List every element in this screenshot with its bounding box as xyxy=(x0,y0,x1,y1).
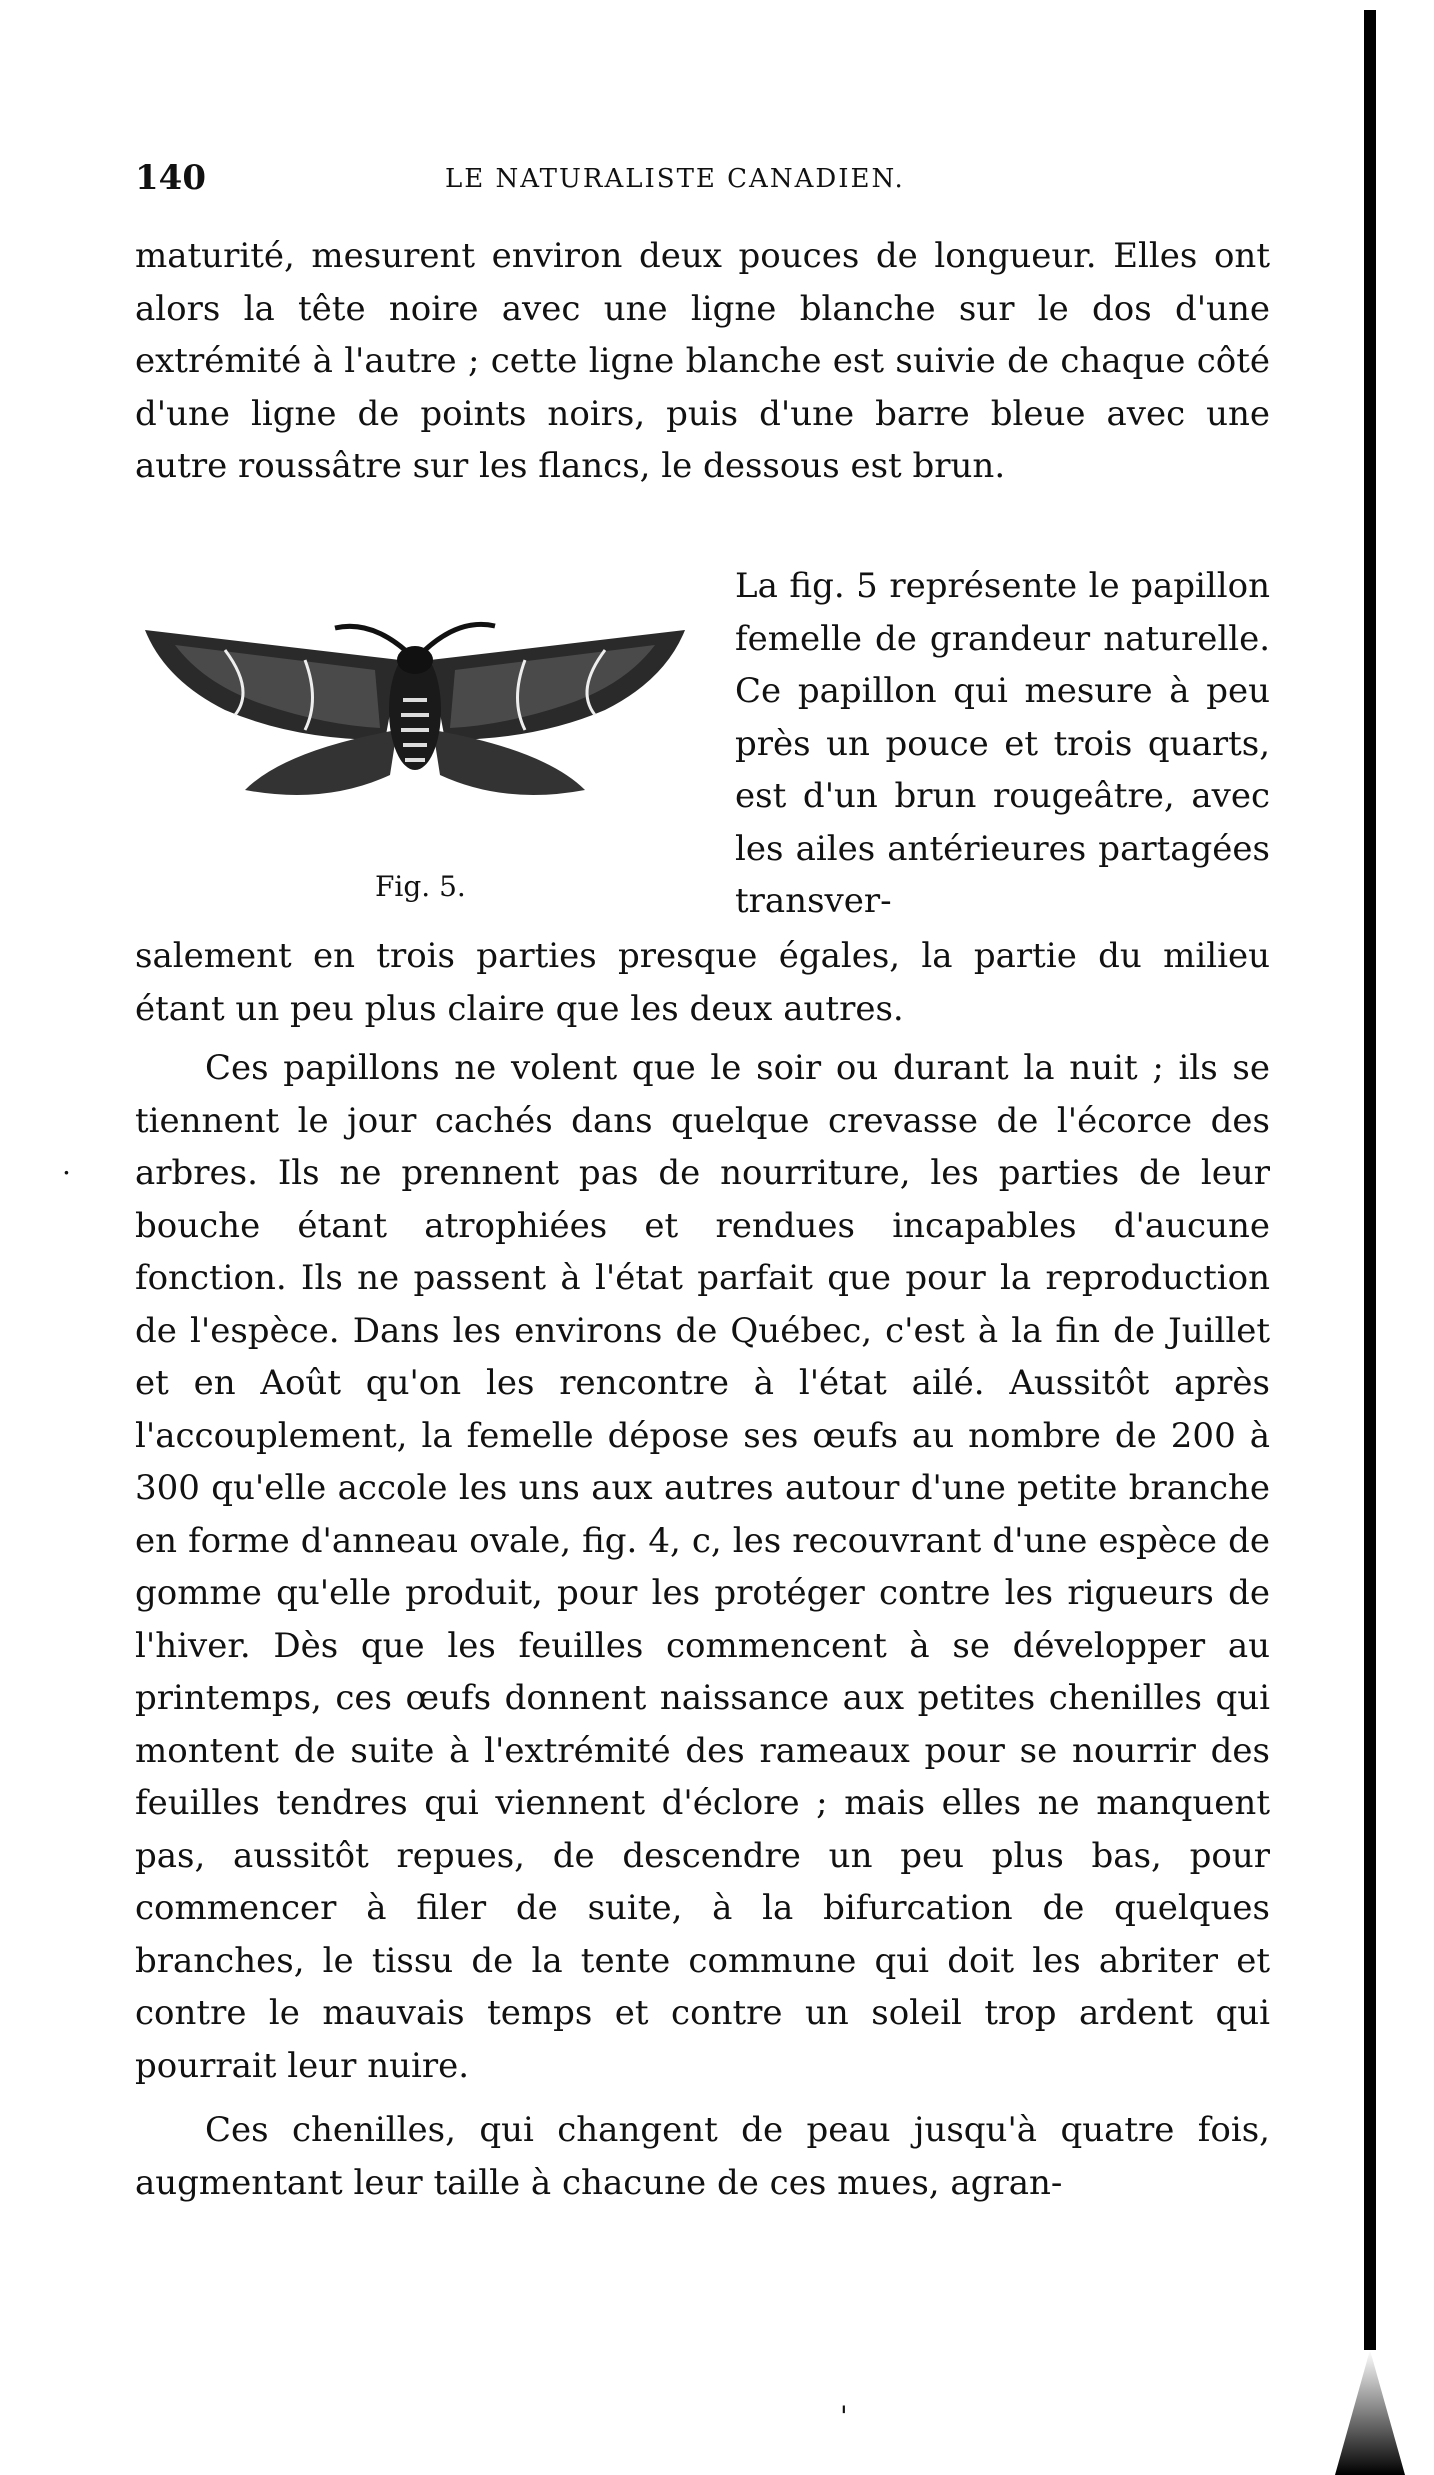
paragraph-1: maturité, mesurent environ deux pouces de longueur. Elles ont alors la tête noire avec une ligne blanche sur le dos d'une extrémité à l'autre ; cette ligne blanche est suivie de chaque côté d'une ligne de points noirs, puis d'une barre bleue avec une autre roussâtre sur les flancs, le dessous est brun. xyxy=(135,236,1270,486)
page-number: 140 xyxy=(135,158,206,198)
figure-caption: Fig. 5. xyxy=(375,870,466,903)
running-head xyxy=(135,158,1235,198)
figure-5 xyxy=(135,590,695,903)
paragraph-4: Ces chenilles, qui changent de peau jusqu'à quatre fois, augmentant leur taille à chacune de ces mues, agran- xyxy=(135,2110,1270,2203)
journal-title: LE NATURALISTE CANADIEN. xyxy=(445,164,905,194)
bottom-tick: ' xyxy=(840,2400,848,2433)
text-block-main xyxy=(135,1042,1270,2209)
moth-illustration-icon xyxy=(135,590,695,840)
page-edge-foot xyxy=(1335,2350,1405,2475)
paragraph-2-continuation: salement en trois parties presque égales, la partie du milieu étant un peu plus claire que les deux autres. xyxy=(135,936,1270,1029)
page-edge-bar xyxy=(1364,10,1376,2350)
paragraph-3: Ces papillons ne volent que le soir ou durant la nuit ; ils se tiennent le jour cachés dans quelque crevasse de l'écorce des arbres. Ils ne prennent pas de nourriture, les parties de leur bouche étant atrophiées et rendues incapables d'aucune fonction. Ils ne passent à l'état parfait que pour la reproduction de l'espèce. Dans les environs de Québec, c'est à la fin de Juillet et en Août qu'on les rencontre à l'état ailé. Aussitôt après l'accouplement, la femelle dépose ses œufs au nombre de 200 à 300 qu'elle accole les uns aux autres autour d'une petite branche en forme d'anneau ovale, fig. 4, c, les recouvrant d'une espèce de gomme qu'elle produit, pour les protéger contre les rigueurs de l'hiver. Dès que les feuilles commencent à se développer au printemps, ces œufs donnent naissance aux petites chenilles qui montent de suite à l'extrémité des rameaux pour se nourrir des feuilles tendres qui viennent d'éclore ; mais elles ne manquent pas, aussitôt repues, de descendre un peu plus bas, pour commencer à filer de suite, à la bifurcation de quelques branches, le tissu de la tente commune qui doit les abriter et contre le mauvais temps et contre un soleil trop ardent qui pourrait leur nuire. xyxy=(135,1048,1270,2086)
paragraph-2: La fig. 5 représente le papillon femelle de grandeur naturelle. Ce papillon qui mesure à peu près un pouce et trois quarts, est d'un brun rougeâtre, avec les ailes antérieures partagées transver- xyxy=(735,566,1270,921)
text-block-continuation xyxy=(135,930,1270,1035)
text-block-top xyxy=(135,230,1270,493)
margin-dot: . xyxy=(62,1148,71,1181)
figure-wrap-text xyxy=(735,560,1270,928)
